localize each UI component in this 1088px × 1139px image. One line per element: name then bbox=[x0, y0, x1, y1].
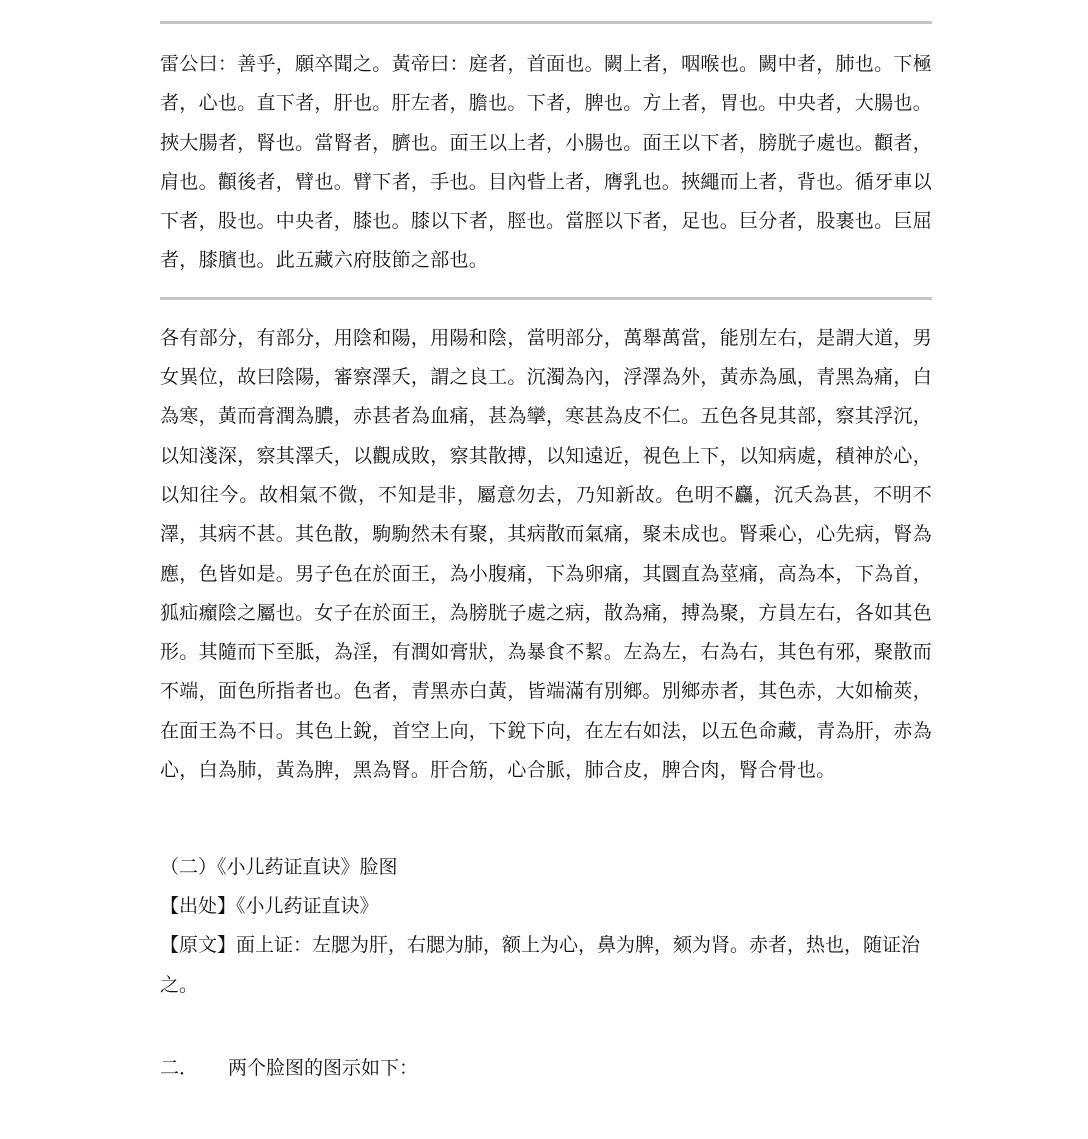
source-line: 【出处】《小儿药证直诀》 bbox=[160, 895, 379, 918]
section-heading-text: 两个脸图的图示如下： bbox=[228, 1056, 419, 1079]
original-text: 【原文】面上证：左腮为肝，右腮为肺，额上为心，鼻为脾，颏为肾。赤者，热也，随证治之。 bbox=[160, 934, 921, 996]
section-number: 二． bbox=[160, 1056, 199, 1079]
lingshu-passage-1: 雷公曰：善乎，願卒聞之。黃帝曰：庭者，首面也。闕上者，咽喉也。闕中者，肺也。下極者，心也。直下者，肝也。肝左者，膽也。下者，脾也。方上者，胃也。中央者，大腸也。挾大腸者，腎也。當腎者，臍也。面王以上者，小腸也。面王以下者，膀胱子處也。顴者，肩也。顴後者，臂也。臂下者，手也。目內眥上者，膺乳也。挾繩而上者，背也。循牙車以下者，股也。中央者，膝也。膝以下者，脛也。當脛以下者，足也。巨分者，股裹也。巨屈者，膝臏也。此五藏六府肢節之部也。 bbox=[160, 53, 933, 272]
document-page bbox=[160, 0, 932, 1088]
section-two-heading bbox=[160, 1049, 932, 1088]
lingshu-passage-2: 各有部分，有部分，用陰和陽，用陽和陰，當明部分，萬舉萬當，能別左右，是謂大道，男女異位，故曰陰陽，審察澤夭，謂之良工。沉濁為內，浮澤為外，黃赤為風，青黑為痛，白為寒，黃而膏潤為膿，赤甚者為血痛，甚為攣，寒甚為皮不仁。五色各見其部，察其浮沉，以知淺深，察其澤夭，以觀成敗，察其散搏，以知遠近，視色上下，以知病處，積神於心，以知往今。故相氣不微，不知是非，屬意勿去，乃知新故。色明不麤，沉夭為甚，不明不澤，其病不甚。其色散，駒駒然未有聚，其病散而氣痛，聚未成也。腎乘心，心先病，腎為應，色皆如是。男子色在於面王，為小腹痛，下為卵痛，其圜直為莖痛，高為本，下為首，狐疝㿗陰之屬也。女子在於面王，為膀胱子處之病，散為痛，搏為聚，方員左右，各如其色形。其隨而下至胝，為淫，有潤如膏狀，為暴食不絜。左為左，右為右，其色有邪，聚散而不端，面色所指者也。色者，青黑赤白黃，皆端滿有別鄉。別鄉赤者，其色赤，大如榆莢，在面王為不日。其色上銳，首空上向，下銳下向，在左右如法，以五色命藏，青為肝，赤為心，白為肺，黃為脾，黑為腎。肝合筋，心合脈，肺合皮，脾合肉，腎合骨也。 bbox=[160, 326, 933, 782]
middle-divider bbox=[160, 297, 932, 300]
top-divider bbox=[160, 21, 932, 24]
subsection-title: （二）《小儿药证直诀》脸图 bbox=[160, 856, 398, 879]
